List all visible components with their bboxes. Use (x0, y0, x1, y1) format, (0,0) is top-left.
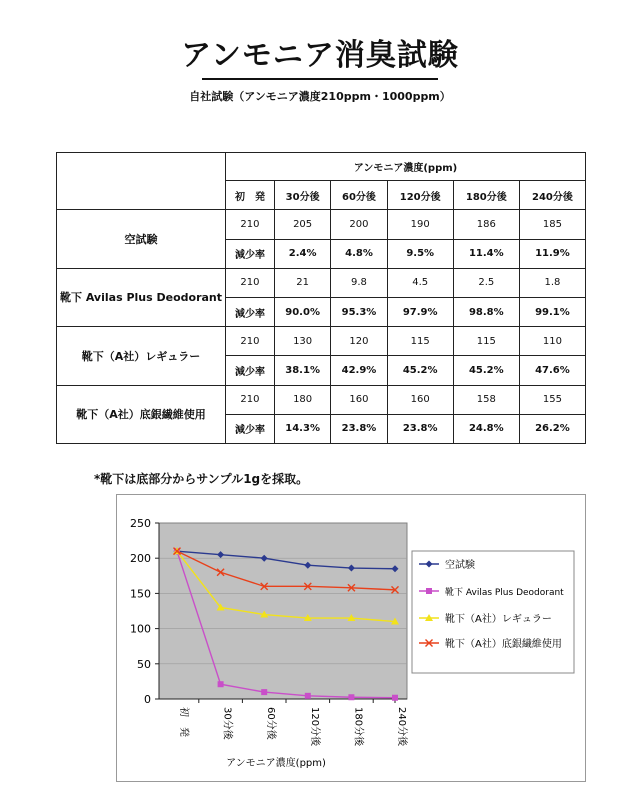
table-cell: 186 (453, 210, 519, 239)
table-cell: 21 (274, 268, 330, 297)
page-title: アンモニア消臭試験 (181, 38, 459, 73)
x-tick-label: 30分後 (221, 707, 233, 740)
legend-label: 靴下（A社）底銀繊維使用 (445, 639, 562, 650)
table-cell: 115 (453, 327, 519, 356)
table-rate-cell: 4.8% (331, 239, 387, 268)
x-tick-label: 120分後 (308, 707, 320, 747)
table-col-header: 180分後 (453, 181, 519, 210)
table-row-header: 空試験 (57, 210, 226, 268)
data-point (348, 694, 354, 700)
table-rate-cell: 26.2% (519, 414, 585, 443)
data-point (218, 681, 224, 687)
table-rate-cell: 45.2% (453, 356, 519, 385)
table-cell: 158 (453, 385, 519, 414)
table-rate-cell: 47.6% (519, 356, 585, 385)
table-cell: 1.8 (519, 268, 585, 297)
table-corner-cell (57, 153, 226, 210)
table-cell: 160 (387, 385, 453, 414)
table-rate-cell: 14.3% (274, 414, 330, 443)
table-col-header: 30分後 (274, 181, 330, 210)
legend-label: 靴下 Avilas Plus Deodorant (445, 588, 564, 598)
table-rate-cell: 90.0% (274, 297, 330, 326)
table-cell: 200 (331, 210, 387, 239)
table-col-header: 120分後 (387, 181, 453, 210)
x-tick-label: 240分後 (396, 707, 407, 747)
table-cell: 210 (226, 327, 275, 356)
x-tick-label: 180分後 (352, 707, 364, 747)
table-col-header: 60分後 (331, 181, 387, 210)
x-tick-label: 初 発 (178, 707, 189, 737)
table-cell: 4.5 (387, 268, 453, 297)
table-rate-cell: 38.1% (274, 356, 330, 385)
ammonia-line-chart (116, 494, 586, 782)
table-cell: 205 (274, 210, 330, 239)
table-header-concentration: アンモニア濃度(ppm) (226, 153, 586, 181)
table-rate-cell: 9.5% (387, 239, 453, 268)
table-row-header: 靴下 Avilas Plus Deodorant (57, 268, 226, 326)
table-rate-label: 減少率 (226, 239, 275, 268)
table-cell: 9.8 (331, 268, 387, 297)
table-col-header: 240分後 (519, 181, 585, 210)
table-rate-cell: 24.8% (453, 414, 519, 443)
legend-box (412, 551, 574, 673)
table-cell: 110 (519, 327, 585, 356)
table-row-header: 靴下（A社）レギュラー (57, 327, 226, 385)
table-rate-cell: 23.8% (331, 414, 387, 443)
sampling-note: *靴下は底部分からサンプル1gを採取。 (94, 472, 309, 486)
title-underline (202, 78, 438, 80)
y-tick-label: 100 (130, 622, 151, 636)
table-rate-cell: 42.9% (331, 356, 387, 385)
table-rate-cell: 98.8% (453, 297, 519, 326)
data-point (392, 695, 398, 701)
table-cell: 130 (274, 327, 330, 356)
table-col-header: 初 発 (226, 181, 275, 210)
y-tick-label: 150 (130, 587, 151, 601)
legend-marker (426, 588, 432, 594)
table-cell: 185 (519, 210, 585, 239)
table-rate-label: 減少率 (226, 297, 275, 326)
y-tick-label: 250 (130, 517, 151, 530)
x-tick-label: 60分後 (265, 707, 277, 740)
table-rate-cell: 11.4% (453, 239, 519, 268)
y-tick-label: 50 (137, 657, 151, 671)
table-cell: 2.5 (453, 268, 519, 297)
legend-label: 空試験 (445, 560, 475, 571)
table-cell: 210 (226, 268, 275, 297)
table-rate-cell: 95.3% (331, 297, 387, 326)
table-rate-cell: 2.4% (274, 239, 330, 268)
table-cell: 155 (519, 385, 585, 414)
legend-label: 靴下（A社）レギュラー (445, 614, 552, 625)
table-rate-label: 減少率 (226, 356, 275, 385)
data-point (261, 689, 267, 695)
table-cell: 210 (226, 210, 275, 239)
table-cell: 210 (226, 385, 275, 414)
y-tick-label: 200 (130, 552, 151, 566)
table-rate-label: 減少率 (226, 414, 275, 443)
data-point (305, 693, 311, 699)
table-row-header: 靴下（A社）底銀繊維使用 (57, 385, 226, 444)
results-table (56, 152, 586, 444)
table-cell: 160 (331, 385, 387, 414)
page-subtitle: 自社試験（アンモニア濃度210ppm・1000ppm） (189, 90, 451, 103)
table-rate-cell: 45.2% (387, 356, 453, 385)
table-rate-cell: 97.9% (387, 297, 453, 326)
table-rate-cell: 99.1% (519, 297, 585, 326)
y-tick-label: 0 (144, 693, 151, 706)
table-cell: 120 (331, 327, 387, 356)
table-rate-cell: 11.9% (519, 239, 585, 268)
table-cell: 180 (274, 385, 330, 414)
table-cell: 190 (387, 210, 453, 239)
table-cell: 115 (387, 327, 453, 356)
table-rate-cell: 23.8% (387, 414, 453, 443)
x-axis-label: アンモニア濃度(ppm) (226, 758, 326, 769)
